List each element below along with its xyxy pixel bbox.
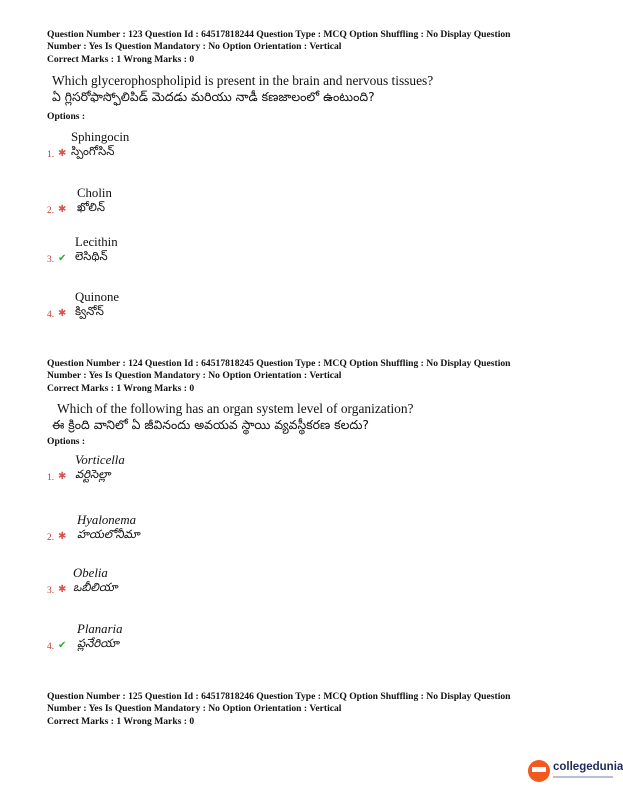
graduation-cap-icon bbox=[528, 760, 550, 782]
option-item bbox=[47, 130, 347, 178]
question-meta-line: Question Number : 124 Question Id : 64517818245 Question Type : MCQ Option Shuffling : No Display Question bbox=[47, 358, 511, 369]
cross-icon: ✱ bbox=[58, 584, 67, 595]
option-text-en: Cholin bbox=[77, 186, 112, 200]
question-meta bbox=[47, 691, 577, 728]
question-meta-line: Number : Yes Is Question Mandatory : No Option Orientation : Vertical bbox=[47, 41, 342, 53]
option-item bbox=[47, 290, 347, 338]
option-text-en: Sphingocin bbox=[71, 130, 130, 144]
cross-icon: ✱ bbox=[58, 531, 67, 542]
question-marks: Correct Marks : 1 Wrong Marks : 0 bbox=[47, 382, 195, 394]
option-item bbox=[47, 186, 347, 234]
cross-icon: ✱ bbox=[58, 308, 67, 319]
option-text-te: స్పింగోసిన్ bbox=[71, 144, 115, 158]
question-meta bbox=[47, 29, 577, 66]
logo-tagline-bar bbox=[553, 776, 613, 778]
option-text-en: Planaria bbox=[77, 622, 123, 636]
option-item bbox=[47, 513, 347, 561]
question-marks: Correct Marks : 1 Wrong Marks : 0 bbox=[47, 715, 195, 727]
question-meta-line: Question Number : 123 Question Id : 64517818244 Question Type : MCQ Option Shuffling : No Display Question bbox=[47, 29, 511, 40]
option-number: 4. bbox=[47, 310, 55, 320]
collegedunia-logo bbox=[528, 758, 623, 788]
option-number: 3. bbox=[47, 586, 55, 596]
option-text-te: వర్టిసెల్లా bbox=[75, 467, 111, 481]
question-marks: Correct Marks : 1 Wrong Marks : 0 bbox=[47, 53, 195, 65]
option-number: 4. bbox=[47, 642, 55, 652]
cross-icon: ✱ bbox=[58, 148, 67, 159]
question-meta bbox=[47, 358, 577, 395]
option-item bbox=[47, 622, 347, 670]
check-icon: ✔ bbox=[58, 253, 67, 264]
cross-icon: ✱ bbox=[58, 204, 67, 215]
cross-icon: ✱ bbox=[58, 471, 67, 482]
question-text-en: Which of the following has an organ system level of organization? bbox=[57, 401, 414, 416]
option-number: 1. bbox=[47, 150, 55, 160]
check-icon: ✔ bbox=[58, 640, 67, 651]
option-text-te: హయలోనీమా bbox=[77, 527, 140, 541]
option-text-te: ప్లనేరియా bbox=[77, 636, 119, 650]
options-label: Options : bbox=[47, 436, 86, 447]
question-text-te: ఈ క్రింది వానిలో ఏ జీవినందు అవయవ స్థాయి వ్యవస్థీకరణ కలదు? bbox=[52, 416, 370, 432]
option-text-en: Hyalonema bbox=[77, 513, 136, 527]
question-meta-line: Number : Yes Is Question Mandatory : No Option Orientation : Vertical bbox=[47, 703, 342, 715]
question-meta-line: Question Number : 125 Question Id : 64517818246 Question Type : MCQ Option Shuffling : No Display Question bbox=[47, 691, 511, 702]
logo-brand: collegedunia bbox=[553, 761, 623, 773]
question-text bbox=[52, 73, 572, 104]
option-text-en: Obelia bbox=[73, 566, 108, 580]
option-text-en: Vorticella bbox=[75, 453, 125, 467]
option-item bbox=[47, 566, 347, 614]
options-label: Options : bbox=[47, 111, 86, 122]
question-meta-line: Number : Yes Is Question Mandatory : No Option Orientation : Vertical bbox=[47, 370, 342, 382]
question-text-en: Which glycerophospholipid is present in the brain and nervous tissues? bbox=[52, 73, 434, 88]
option-text-te: ఒబీలియా bbox=[73, 580, 118, 594]
option-text-te: ఖోలిన్ bbox=[77, 200, 106, 214]
option-text-en: Lecithin bbox=[75, 235, 118, 249]
option-number: 3. bbox=[47, 255, 55, 265]
option-text-te: లెసిథిన్ bbox=[75, 249, 108, 263]
question-text bbox=[52, 401, 572, 432]
option-number: 2. bbox=[47, 206, 55, 216]
question-text-te: ఏ గ్లిసరోఫాస్ఫోలిపిడ్ మెదడు మరియు నాడీ కణజాలంలో ఉంటుంది? bbox=[52, 88, 375, 104]
option-item bbox=[47, 453, 347, 501]
option-number: 2. bbox=[47, 533, 55, 543]
option-number: 1. bbox=[47, 473, 55, 483]
option-item bbox=[47, 235, 347, 283]
option-text-te: క్వినోన్ bbox=[75, 304, 104, 318]
option-text-en: Quinone bbox=[75, 290, 120, 304]
